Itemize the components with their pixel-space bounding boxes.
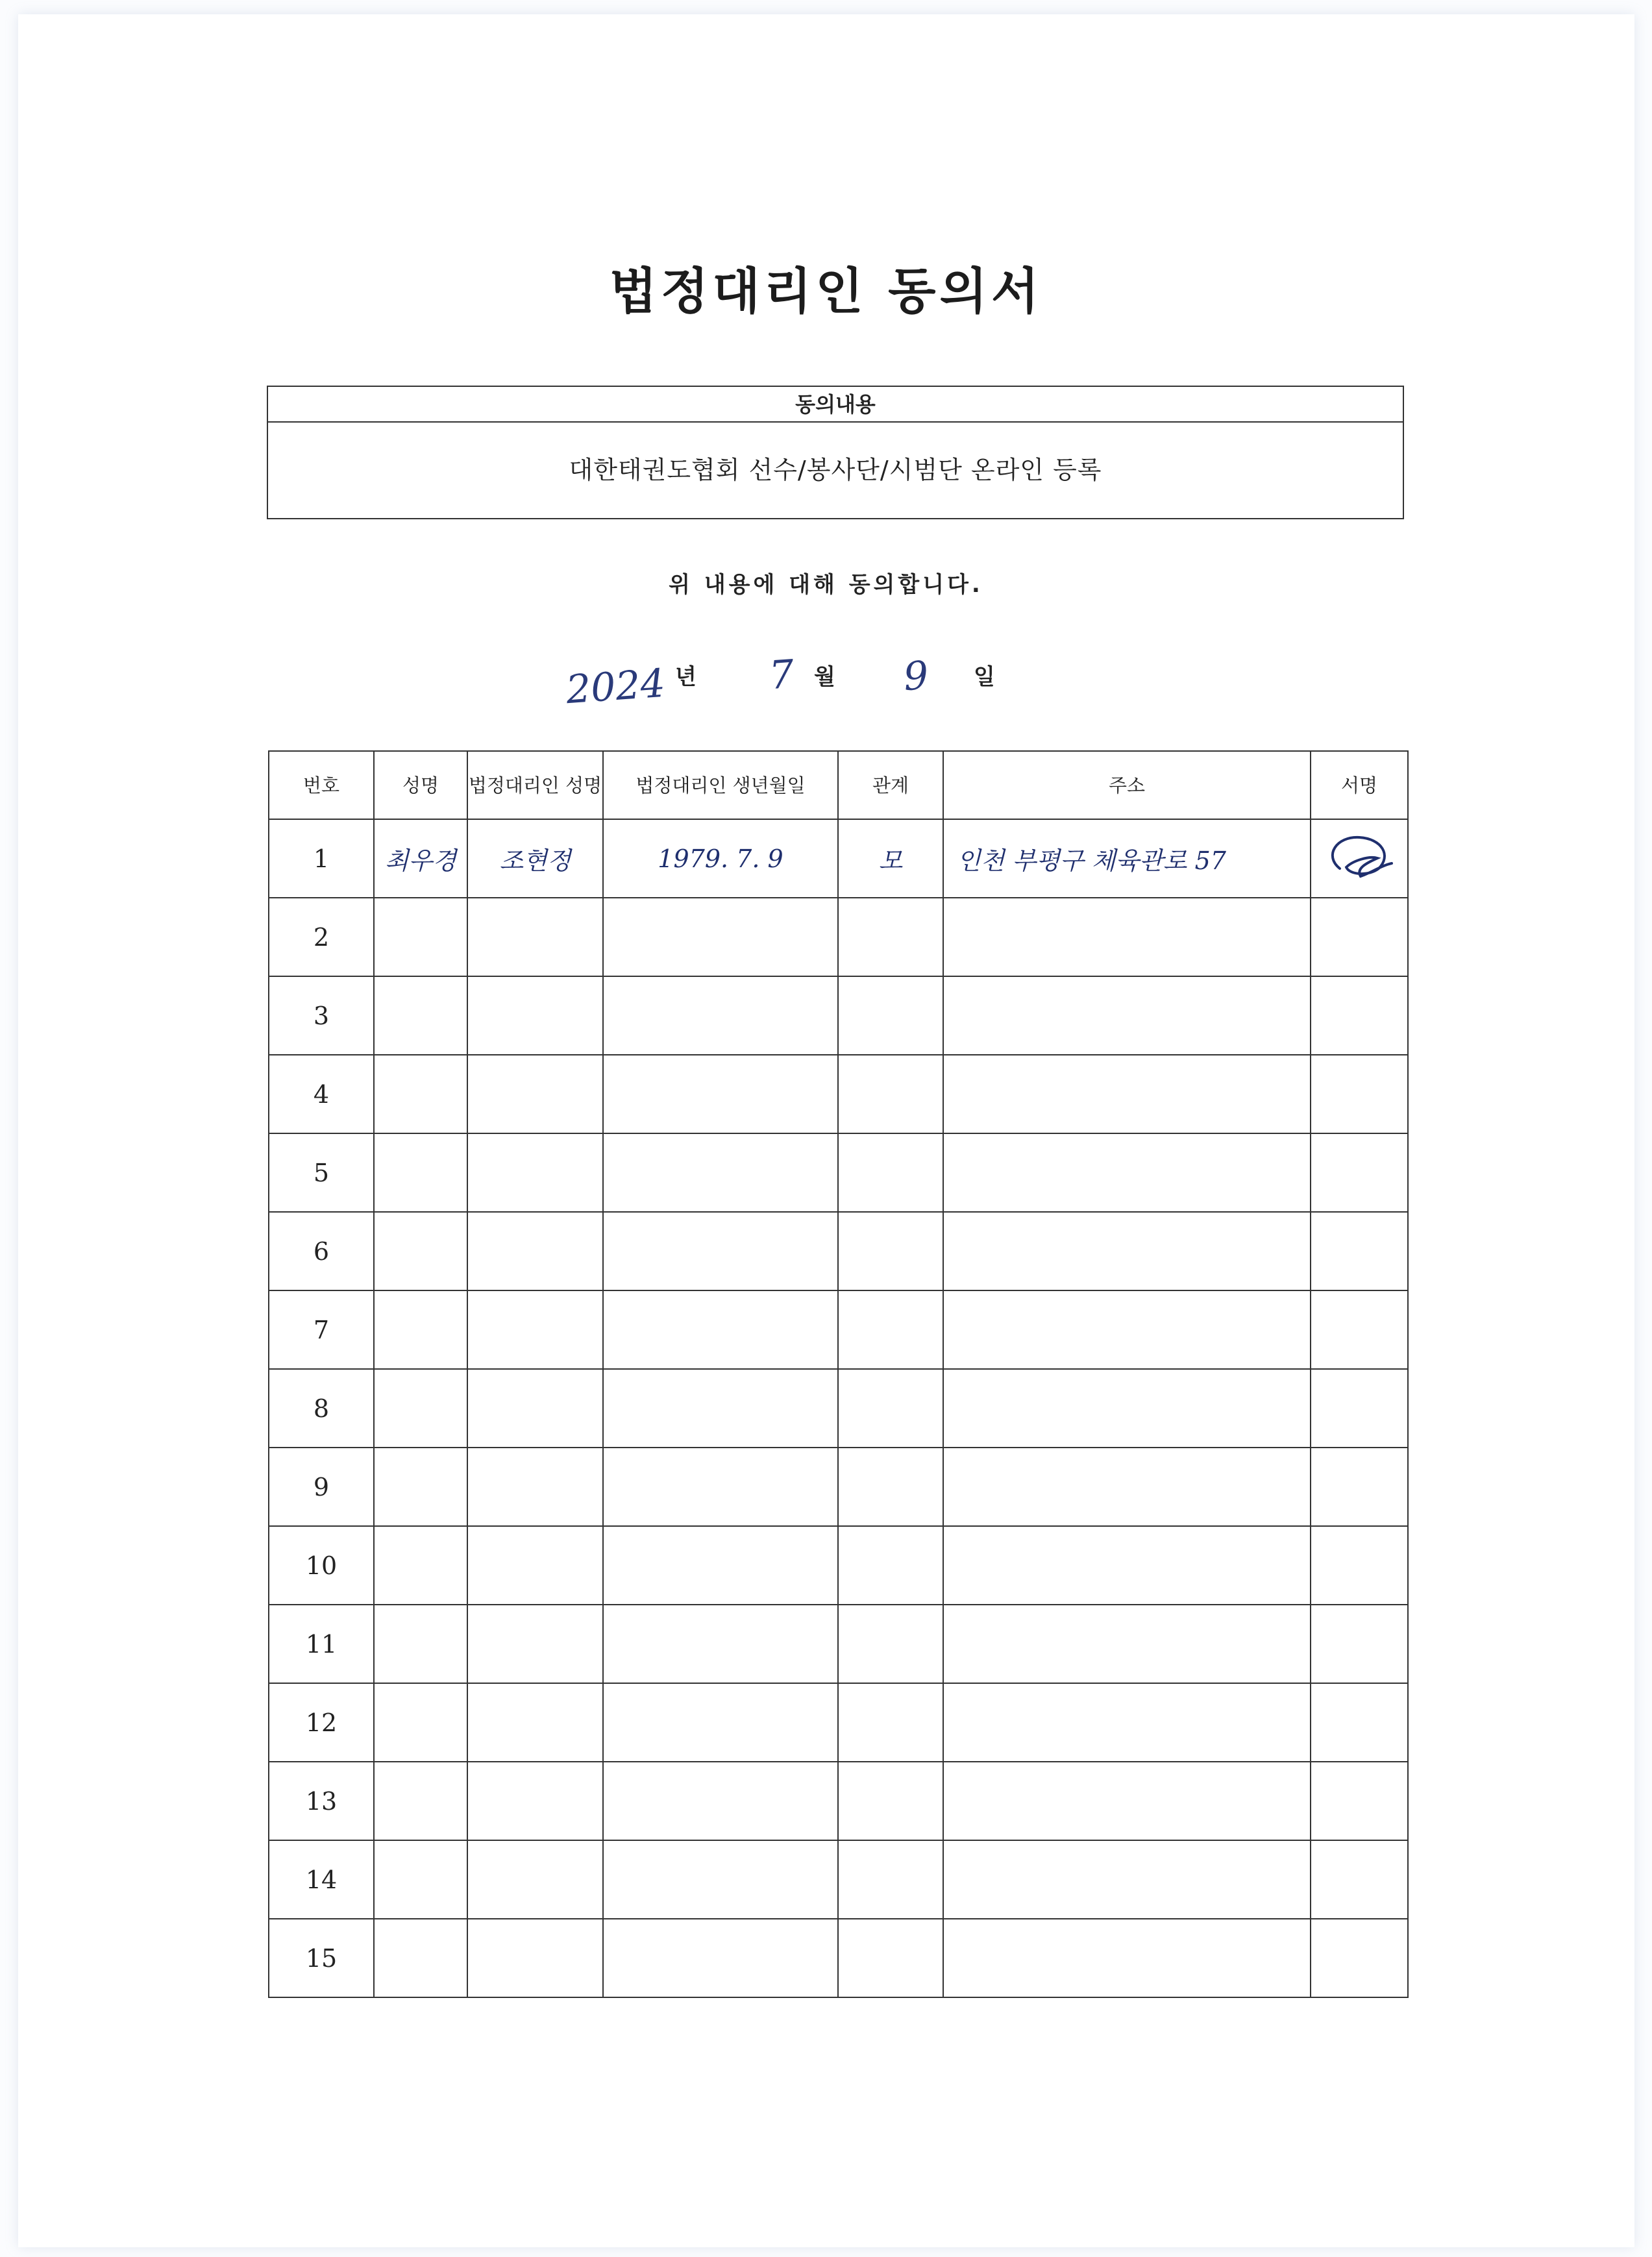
- table-row: [269, 1448, 1408, 1526]
- consent-header: 동의내용: [268, 387, 1403, 423]
- row-relation: [838, 1369, 943, 1448]
- row-address: [943, 1055, 1311, 1133]
- row-relation: [838, 1448, 943, 1526]
- row-no: 1: [269, 819, 374, 898]
- row-name: [374, 898, 467, 976]
- row-address: [943, 1369, 1311, 1448]
- table-row: [269, 1369, 1408, 1448]
- row-relation: [838, 1762, 943, 1840]
- row-no: 3: [269, 976, 374, 1055]
- row-signature: [1311, 1526, 1408, 1605]
- row-no: 4: [269, 1055, 374, 1133]
- row-no: 10: [269, 1526, 374, 1605]
- row-guardian-name: [467, 1212, 603, 1290]
- date-month-label: 월: [814, 664, 835, 690]
- row-guardian-birth: [603, 976, 838, 1055]
- table-row: [269, 1055, 1408, 1133]
- row-address: [943, 1133, 1311, 1212]
- table-row: [269, 976, 1408, 1055]
- row-address: 인천 부평구 체육관로 57: [943, 819, 1311, 898]
- table-row: [269, 1919, 1408, 1997]
- row-no: 9: [269, 1448, 374, 1526]
- row-name: [374, 976, 467, 1055]
- row-guardian-birth: [603, 898, 838, 976]
- row-relation: [838, 976, 943, 1055]
- row-guardian-birth: [603, 1133, 838, 1212]
- row-no: 6: [269, 1212, 374, 1290]
- row-address: [943, 1212, 1311, 1290]
- row-address: [943, 1448, 1311, 1526]
- row-relation: [838, 1526, 943, 1605]
- row-guardian-birth: 1979. 7. 9: [603, 819, 838, 898]
- page-title: 법정대리인 동의서: [609, 262, 1043, 320]
- row-guardian-name: [467, 1133, 603, 1212]
- row-guardian-birth: [603, 1212, 838, 1290]
- row-no: 2: [269, 898, 374, 976]
- row-signature: [1311, 1762, 1408, 1840]
- row-no: 12: [269, 1683, 374, 1762]
- row-guardian-name: [467, 1683, 603, 1762]
- table-row: [269, 1605, 1408, 1683]
- row-guardian-name: [467, 1290, 603, 1369]
- row-guardian-name: [467, 976, 603, 1055]
- row-no: 15: [269, 1919, 374, 1997]
- date-day-value: 9: [902, 652, 930, 700]
- row-signature: [1311, 1369, 1408, 1448]
- row-relation: [838, 1133, 943, 1212]
- row-guardian-birth: [603, 1919, 838, 1997]
- row-relation: [838, 1840, 943, 1919]
- col-header-guardian-birth: 법정대리인 생년월일: [603, 751, 838, 819]
- row-guardian-birth: [603, 1369, 838, 1448]
- table-row: [269, 1683, 1408, 1762]
- col-header-signature: 서명: [1311, 751, 1408, 819]
- row-address: [943, 976, 1311, 1055]
- row-signature: [1311, 1133, 1408, 1212]
- col-header-no: 번호: [269, 751, 374, 819]
- row-no: 14: [269, 1840, 374, 1919]
- date-year-label: 년: [675, 664, 697, 690]
- row-name: [374, 1290, 467, 1369]
- row-guardian-name: [467, 1055, 603, 1133]
- row-guardian-birth: [603, 1448, 838, 1526]
- row-no: 8: [269, 1369, 374, 1448]
- signature-mark: [1320, 830, 1398, 888]
- table-header-row: [269, 751, 1408, 819]
- row-name: [374, 1605, 467, 1683]
- col-header-address: 주소: [943, 751, 1311, 819]
- row-relation: [838, 1919, 943, 1997]
- row-relation: [838, 1683, 943, 1762]
- row-signature: [1311, 1448, 1408, 1526]
- consent-box: [267, 386, 1404, 519]
- row-guardian-name: [467, 898, 603, 976]
- row-signature: [1311, 819, 1408, 898]
- row-guardian-name: [467, 1840, 603, 1919]
- row-name: [374, 1840, 467, 1919]
- consent-body: 대한태권도협회 선수/봉사단/시범단 온라인 등록: [569, 456, 1102, 484]
- row-guardian-name: [467, 1605, 603, 1683]
- table-row: [269, 1526, 1408, 1605]
- col-header-name: 성명: [374, 751, 467, 819]
- row-guardian-birth: [603, 1290, 838, 1369]
- row-address: [943, 1605, 1311, 1683]
- row-name: [374, 1683, 467, 1762]
- row-guardian-birth: [603, 1762, 838, 1840]
- row-signature: [1311, 1919, 1408, 1997]
- table-row: [269, 1212, 1408, 1290]
- row-name: [374, 1762, 467, 1840]
- row-relation: 모: [838, 819, 943, 898]
- row-relation: [838, 1290, 943, 1369]
- table-row: [269, 898, 1408, 976]
- agree-statement: 위 내용에 대해 동의합니다.: [669, 572, 983, 598]
- row-signature: [1311, 1290, 1408, 1369]
- date-month-value: 7: [767, 651, 796, 699]
- row-guardian-birth: [603, 1840, 838, 1919]
- row-no: 13: [269, 1762, 374, 1840]
- row-name: [374, 1369, 467, 1448]
- table-row: [269, 1762, 1408, 1840]
- row-address: [943, 1840, 1311, 1919]
- row-no: 5: [269, 1133, 374, 1212]
- row-signature: [1311, 1605, 1408, 1683]
- row-signature: [1311, 898, 1408, 976]
- table-row: [269, 1840, 1408, 1919]
- date-row: [0, 646, 1652, 717]
- row-no: 7: [269, 1290, 374, 1369]
- row-signature: [1311, 976, 1408, 1055]
- row-guardian-name: [467, 1526, 603, 1605]
- row-address: [943, 1762, 1311, 1840]
- row-name: [374, 1212, 467, 1290]
- row-name: 최우경: [374, 819, 467, 898]
- row-name: [374, 1919, 467, 1997]
- row-relation: [838, 898, 943, 976]
- row-guardian-name: [467, 1369, 603, 1448]
- row-address: [943, 898, 1311, 976]
- row-name: [374, 1448, 467, 1526]
- row-signature: [1311, 1840, 1408, 1919]
- row-guardian-birth: [603, 1526, 838, 1605]
- row-address: [943, 1919, 1311, 1997]
- table-row: [269, 1133, 1408, 1212]
- row-address: [943, 1290, 1311, 1369]
- col-header-relation: 관계: [838, 751, 943, 819]
- row-name: [374, 1133, 467, 1212]
- row-guardian-name: [467, 1919, 603, 1997]
- row-signature: [1311, 1055, 1408, 1133]
- row-address: [943, 1683, 1311, 1762]
- row-name: [374, 1526, 467, 1605]
- date-year-value: 2024: [564, 660, 667, 713]
- row-signature: [1311, 1683, 1408, 1762]
- row-guardian-birth: [603, 1605, 838, 1683]
- row-guardian-name: [467, 1762, 603, 1840]
- row-no: 11: [269, 1605, 374, 1683]
- row-name: [374, 1055, 467, 1133]
- row-relation: [838, 1212, 943, 1290]
- table-row: [269, 1290, 1408, 1369]
- row-guardian-birth: [603, 1683, 838, 1762]
- col-header-guardian-name: 법정대리인 성명: [467, 751, 603, 819]
- row-guardian-birth: [603, 1055, 838, 1133]
- row-relation: [838, 1605, 943, 1683]
- row-address: [943, 1526, 1311, 1605]
- row-guardian-name: [467, 1448, 603, 1526]
- table-row: [269, 819, 1408, 898]
- row-relation: [838, 1055, 943, 1133]
- row-signature: [1311, 1212, 1408, 1290]
- registration-table: [268, 750, 1409, 1998]
- row-guardian-name: 조현정: [467, 819, 603, 898]
- date-day-label: 일: [974, 664, 995, 690]
